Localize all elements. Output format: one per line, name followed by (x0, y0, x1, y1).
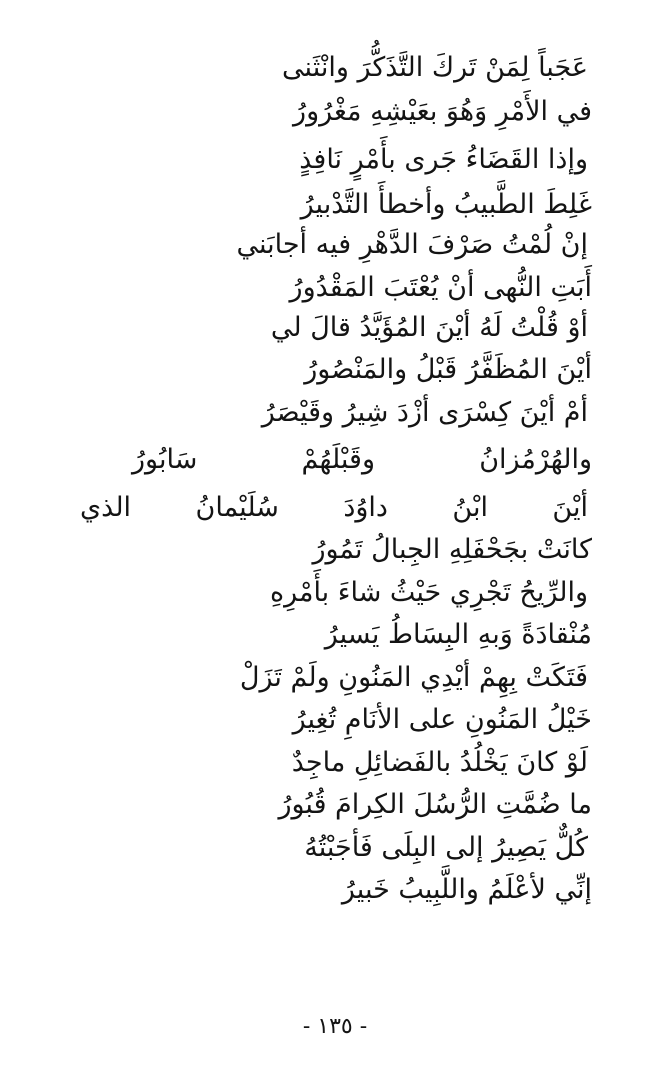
verse-line-10-word-1: والهُرْمُزانُ (479, 444, 592, 475)
page-number: - ١٣٥ - (302, 1014, 368, 1039)
verse-line-17: لَوْ كانَ يَخْلُدُ بالفَضائِلِ ماجِدٌ (291, 747, 588, 778)
verse-line-10-word-3: سَابُورُ (132, 444, 198, 475)
verse-line-20: إنِّي لأعْلَمُ واللَّبِيبُ خَبيرُ (341, 874, 592, 905)
verse-line-1: عَجَباً لِمَنْ تَركَ التَّذَكُّرَ وانْثَنى (282, 52, 588, 83)
verse-line-5: إنْ لُمْتُ صَرْفَ الدَّهْرِ فيه أجابَني (236, 229, 588, 260)
verse-line-12: كانَتْ بجَحْفَلِهِ الجِبالُ تَمُورُ (312, 534, 592, 565)
verse-line-13: والرِّيحُ تَجْرِي حَيْثُ شاءَ بأَمْرِهِ (269, 577, 588, 608)
verse-line-11-word-2: ابْنُ (452, 492, 488, 523)
verse-line-11 (80, 488, 588, 528)
verse-line-11-word-1: أيْنَ (552, 492, 588, 523)
verse-line-8: أيْنَ المُظَفَّرُ قَبْلُ والمَنْصُورُ (304, 354, 592, 385)
verse-line-16: خَيْلُ المَنُونِ على الأنَامِ تُغِيرُ (292, 704, 592, 735)
verse-line-11-word-4: سُلَيْمانُ (195, 492, 279, 523)
verse-line-7: أوْ قُلْتُ لَهُ أيْنَ المُؤَيَّدُ قالَ لي (270, 312, 588, 343)
verse-line-15: فَتَكَتْ بِهِمْ أيْدِي المَنُونِ ولَمْ تَزَلْ (239, 662, 588, 693)
verse-line-9: أمْ أيْنَ كِسْرَى أزْدَ شِيرُ وقَيْصَرُ (261, 397, 588, 428)
verse-line-19: كُلٌّ يَصِيرُ إلى البِلَى فَأجَبْتُهُ (304, 832, 588, 863)
verse-line-14: مُنْقادَةً وَبهِ البِسَاطُ يَسيرُ (324, 619, 592, 650)
verse-line-6: أَبَتِ النُّهى أنْ يُعْتَبَ المَقْدُورُ (289, 272, 592, 303)
verse-line-11-word-3: داوُدَ (343, 492, 388, 523)
verse-line-2: في الأَمْرِ وَهُوَ بعَيْشِهِ مَغْرُورُ (293, 96, 592, 127)
verse-line-18: ما ضُمَّتِ الرُّسُلَ الكِرامَ قُبُورُ (278, 789, 592, 820)
verse-line-4: غَلِطَ الطَّبيبُ وأخطأَ التَّدْبيرُ (300, 189, 592, 220)
verse-line-11-word-5: الذي (80, 492, 132, 523)
verse-line-3: وإذا القَضَاءُ جَرى بأَمْرٍ نَافِذٍ (299, 144, 588, 175)
verse-line-10 (132, 440, 592, 480)
verse-line-10-word-2: وقَبْلَهُمْ (301, 444, 375, 475)
